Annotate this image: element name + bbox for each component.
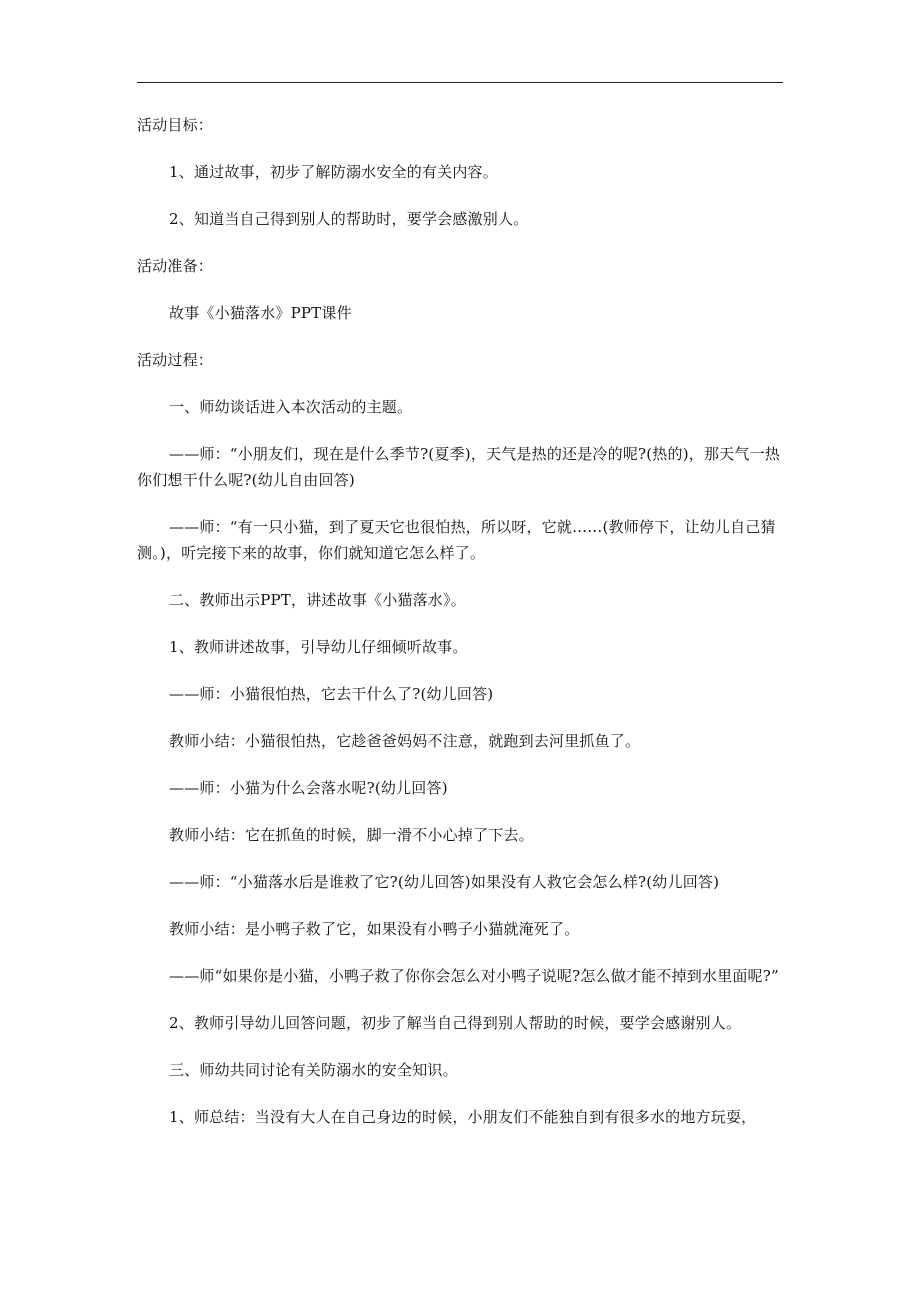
paragraph: ——师：“小猫落水后是谁救了它?(幼儿回答)如果没有人救它会怎么样?(幼儿回答) [169, 873, 720, 891]
header-rule [137, 82, 783, 83]
paragraph: 教师小结：小猫很怕热，它趁爸爸妈妈不注意，就跑到去河里抓鱼了。 [169, 732, 641, 750]
section-heading-preparation: 活动准备： [137, 257, 214, 275]
section-heading-goals: 活动目标： [137, 116, 214, 134]
paragraph: 2、知道当自己得到别人的帮助时，要学会感激别人。 [169, 210, 529, 228]
paragraph: 1、师总结：当没有大人在自己身边的时候，小朋友们不能独自到有很多水的地方玩耍， [169, 1108, 757, 1126]
paragraph: ——师：小猫很怕热，它去干什么了?(幼儿回答) [169, 685, 494, 703]
paragraph: 1、通过故事，初步了解防溺水安全的有关内容。 [169, 163, 498, 181]
section-heading-process: 活动过程： [137, 351, 214, 369]
paragraph: 教师小结：它在抓鱼的时候，脚一滑不小心掉了下去。 [169, 826, 534, 844]
paragraph: 1、教师讲述故事，引导幼儿仔细倾听故事。 [169, 638, 468, 656]
paragraph: ——师：“小朋友们，现在是什么季节?(夏季)，天气是热的还是冷的呢?(热的)，那天气一热你们想干什么呢?(幼儿自由回答) [137, 445, 780, 489]
paragraph: 2、教师引导幼儿回答问题，初步了解当自己得到别人帮助的时候，要学会感谢别人。 [169, 1014, 742, 1032]
paragraph: 二、教师出示PPT，讲述故事《小猫落水》。 [169, 591, 466, 609]
paragraph: ——师：“有一只小猫，到了夏天它也很怕热，所以呀，它就……(教师停下，让幼儿自己猜测。)，听完接下来的故事，你们就知道它怎么样了。 [137, 518, 776, 562]
paragraph: 教师小结：是小鸭子救了它，如果没有小鸭子小猫就淹死了。 [169, 920, 580, 938]
paragraph: 三、师幼共同讨论有关防溺水的安全知识。 [169, 1061, 458, 1079]
paragraph: 故事《小猫落水》PPT课件 [169, 304, 352, 322]
document-body [137, 112, 787, 1151]
paragraph: 一、师幼谈话进入本次活动的主题。 [169, 398, 413, 416]
paragraph: ——师：小猫为什么会落水呢?(幼儿回答) [169, 779, 448, 797]
paragraph: ——师“如果你是小猫，小鸭子救了你你会怎么对小鸭子说呢?怎么做才能不掉到水里面呢?” [169, 967, 779, 985]
